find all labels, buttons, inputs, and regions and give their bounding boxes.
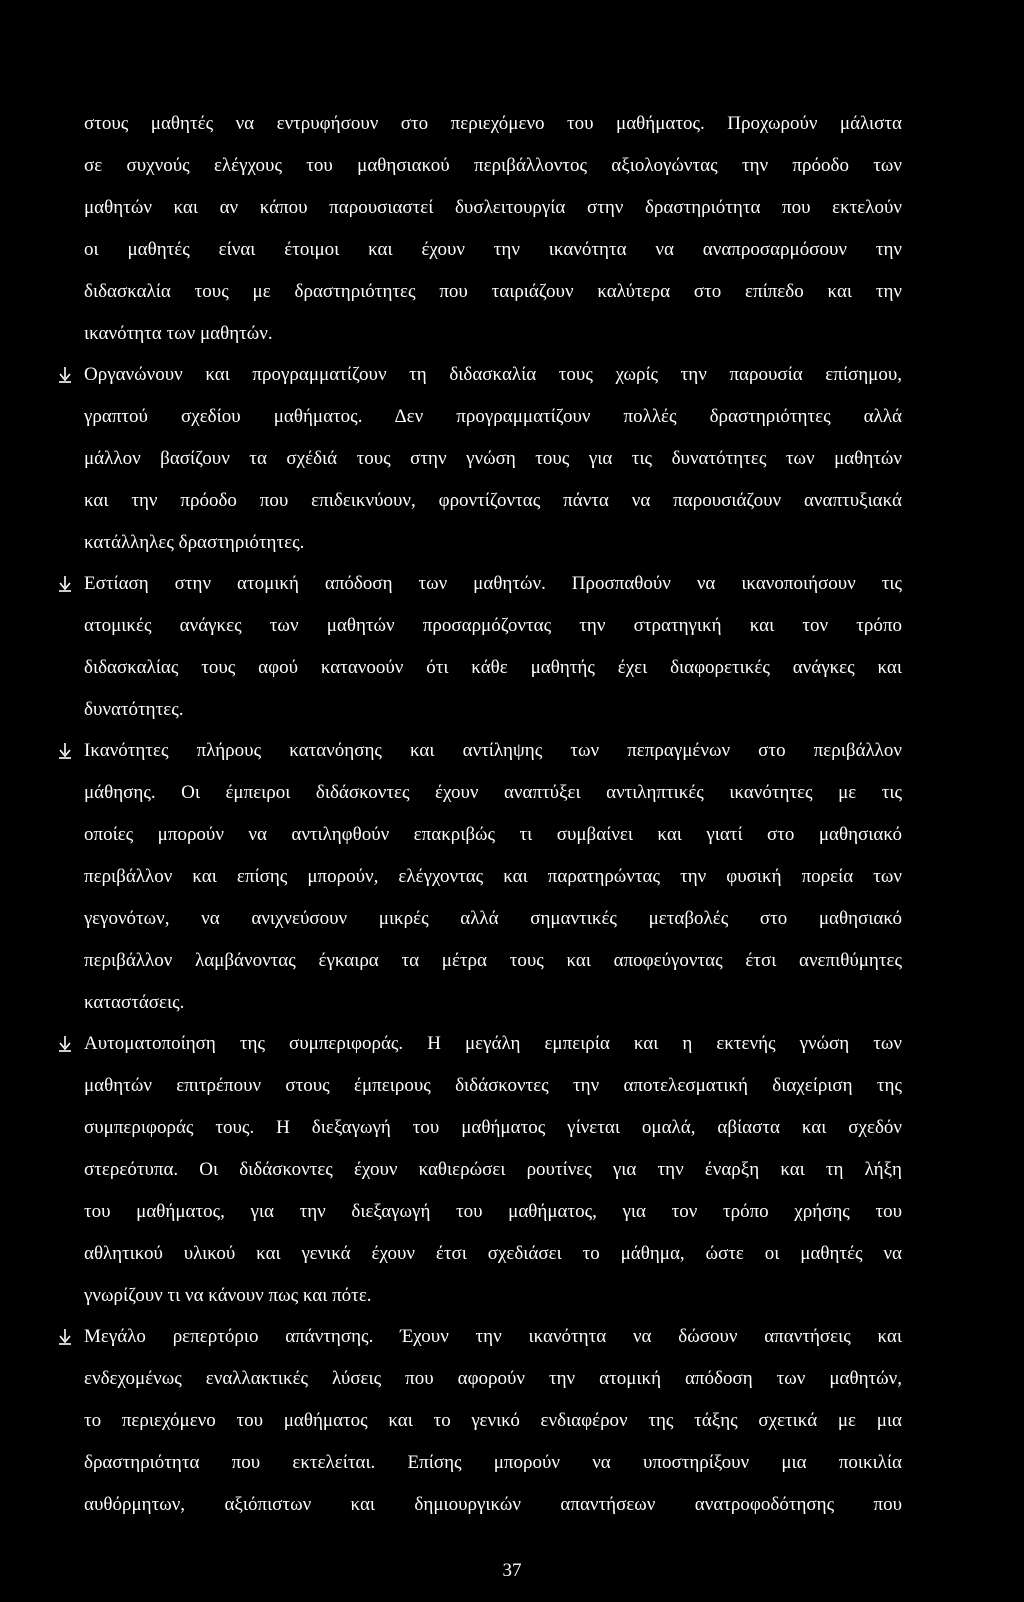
text-line: και την πρόοδο που επιδεικνύουν, φροντίζοντας πάντα να παρουσιάζουν αναπτυξιακά <box>84 490 902 511</box>
text-line: σε συχνούς ελέγχους του μαθησιακού περιβάλλοντος αξιολογώντας την πρόοδο των <box>84 155 902 176</box>
text-line: γραπτού σχεδίου μαθήματος. Δεν προγραμματίζουν πολλές δραστηριότητες αλλά <box>84 406 902 427</box>
text-line: το περιεχόμενο του μαθήματος και το γενικό ενδιαφέρον της τάξης σχετικά με μια <box>84 1410 902 1431</box>
down-arrow-bullet-icon <box>57 575 73 593</box>
text-line: δυνατότητες. <box>84 699 184 720</box>
text-line: ικανότητα των μαθητών. <box>84 323 273 344</box>
text-line: Αυτοματοποίηση της συμπεριφοράς. Η μεγάλη εμπειρία και η εκτενής γνώση των <box>84 1033 902 1054</box>
text-line: ατομικές ανάγκες των μαθητών προσαρμόζοντας την στρατηγική και τον τρόπο <box>84 615 902 636</box>
text-line: γεγονότων, να ανιχνεύσουν μικρές αλλά σημαντικές μεταβολές στο μαθησιακό <box>84 908 902 929</box>
text-line: αθλητικού υλικού και γενικά έχουν έτσι σχεδιάσει το μάθημα, ώστε οι μαθητές να <box>84 1243 902 1264</box>
page-number: 37 <box>502 1560 522 1581</box>
text-line: καταστάσεις. <box>84 992 185 1013</box>
text-line: κατάλληλες δραστηριότητες. <box>84 532 305 553</box>
text-line: οι μαθητές είναι έτοιμοι και έχουν την ικανότητα να αναπροσαρμόσουν την <box>84 239 902 260</box>
text-line: Οργανώνουν και προγραμματίζουν τη διδασκαλία τους χωρίς την παρουσία επίσημου, <box>84 364 902 385</box>
text-line: μαθητών επιτρέπουν στους έμπειρους διδάσκοντες την αποτελεσματική διαχείριση της <box>84 1075 902 1096</box>
text-line: περιβάλλον λαμβάνοντας έγκαιρα τα μέτρα τους και αποφεύγοντας έτσι ανεπιθύμητες <box>84 950 902 971</box>
text-line: στερεότυπα. Οι διδάσκοντες έχουν καθιερώσει ρουτίνες για την έναρξη και τη λήξη <box>84 1159 902 1180</box>
text-line: οποίες μπορούν να αντιληφθούν επακριβώς τι συμβαίνει και γιατί στο μαθησιακό <box>84 824 902 845</box>
down-arrow-bullet-icon <box>57 1035 73 1053</box>
text-line: Ικανότητες πλήρους κατανόησης και αντίληψης των πεπραγμένων στο περιβάλλον <box>84 740 902 761</box>
down-arrow-bullet-icon <box>57 742 73 760</box>
text-line: μάθησης. Οι έμπειροι διδάσκοντες έχουν αναπτύξει αντιληπτικές ικανότητες με τις <box>84 782 902 803</box>
text-line: αυθόρμητων, αξιόπιστων και δημιουργικών απαντήσεων ανατροφοδότησης που <box>84 1494 902 1515</box>
text-line: συμπεριφοράς τους. Η διεξαγωγή του μαθήματος γίνεται ομαλά, αβίαστα και σχεδόν <box>84 1117 902 1138</box>
text-line: Εστίαση στην ατομική απόδοση των μαθητών. Προσπαθούν να ικανοποιήσουν τις <box>84 573 902 594</box>
text-line: διδασκαλία τους με δραστηριότητες που ταιριάζουν καλύτερα στο επίπεδο και την <box>84 281 902 302</box>
text-line: του μαθήματος, για την διεξαγωγή του μαθήματος, για τον τρόπο χρήσης του <box>84 1201 902 1222</box>
text-line: ενδεχομένως εναλλακτικές λύσεις που αφορούν την ατομική απόδοση των μαθητών, <box>84 1368 902 1389</box>
text-line: γνωρίζουν τι να κάνουν πως και πότε. <box>84 1285 372 1306</box>
text-line: μάλλον βασίζουν τα σχέδιά τους στην γνώση τους για τις δυνατότητες των μαθητών <box>84 448 902 469</box>
text-line: δραστηριότητα που εκτελείται. Επίσης μπορούν να υποστηρίξουν μια ποικιλία <box>84 1452 902 1473</box>
text-line: στους μαθητές να εντρυφήσουν στο περιεχόμενο του μαθήματος. Προχωρούν μάλιστα <box>84 113 902 134</box>
down-arrow-bullet-icon <box>57 366 73 384</box>
text-line: περιβάλλον και επίσης μπορούν, ελέγχοντας και παρατηρώντας την φυσική πορεία των <box>84 866 902 887</box>
text-line: μαθητών και αν κάπου παρουσιαστεί δυσλειτουργία στην δραστηριότητα που εκτελούν <box>84 197 902 218</box>
text-line: Μεγάλο ρεπερτόριο απάντησης. Έχουν την ικανότητα να δώσουν απαντήσεις και <box>84 1326 902 1347</box>
text-line: διδασκαλίας τους αφού κατανοούν ότι κάθε μαθητής έχει διαφορετικές ανάγκες και <box>84 657 902 678</box>
down-arrow-bullet-icon <box>57 1328 73 1346</box>
